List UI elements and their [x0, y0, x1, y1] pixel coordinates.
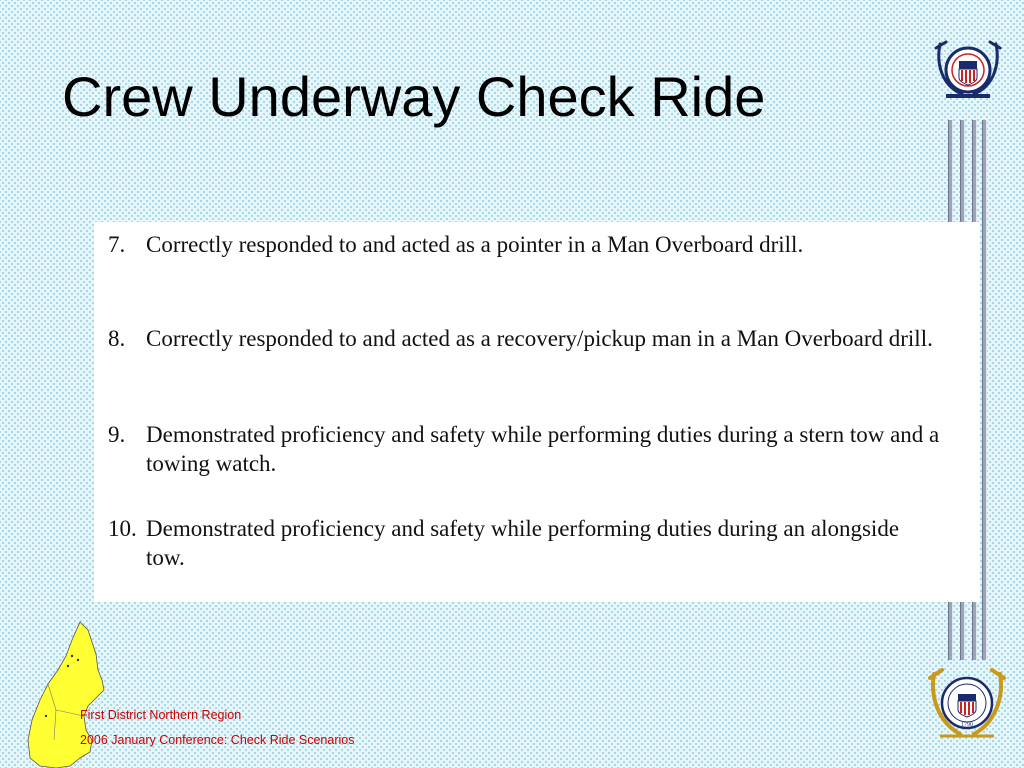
checklist-item-7 — [108, 230, 940, 259]
coast-guard-seal-icon — [928, 664, 1006, 742]
checklist-item-8 — [108, 324, 940, 353]
item-text: Demonstrated proficiency and safety while performing duties during an alongside tow. — [146, 516, 900, 570]
footer-conference: 2006 January Conference: Check Ride Scenarios — [80, 733, 355, 747]
checklist-panel — [94, 222, 980, 602]
item-text: Demonstrated proficiency and safety while performing duties during a stern tow and a towing watch. — [146, 422, 940, 476]
item-text: Correctly responded to and acted as a pointer in a Man Overboard drill. — [146, 232, 804, 257]
coast-guard-auxiliary-emblem-icon — [932, 34, 1004, 106]
checklist-item-9 — [108, 420, 940, 478]
item-number: 10. — [108, 516, 137, 541]
checklist-item-10 — [108, 514, 940, 572]
item-text: Correctly responded to and acted as a recovery/pickup man in a Man Overboard drill. — [146, 326, 933, 351]
item-number: 8. — [108, 326, 126, 351]
footer-region: First District Northern Region — [80, 708, 242, 722]
item-number: 9. — [108, 422, 126, 447]
slide-title: Crew Underway Check Ride — [62, 65, 766, 128]
seal-year: 1790 — [961, 722, 973, 728]
item-number: 7. — [108, 232, 126, 257]
